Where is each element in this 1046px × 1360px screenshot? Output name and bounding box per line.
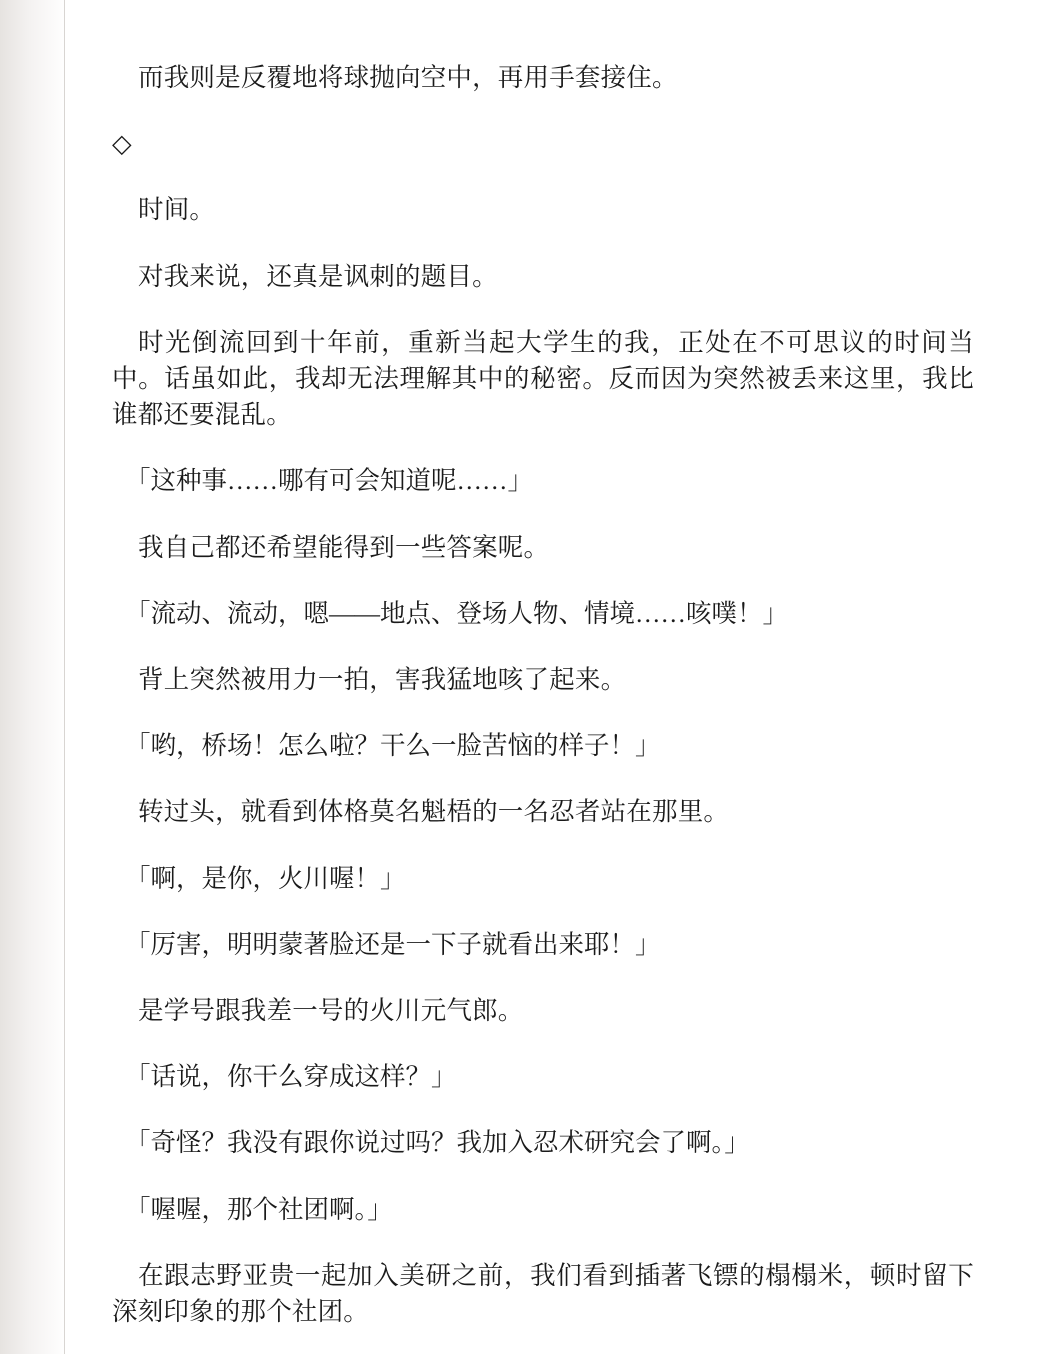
paragraph: 时间。 — [138, 195, 216, 225]
dialogue-line: 「这种事……哪有可会知道呢……」 — [125, 466, 534, 496]
dialogue-line: 「厉害，明明蒙著脸还是一下子就看出来耶！」 — [125, 929, 661, 959]
paragraph: 我自己都还希望能得到一些答案呢。 — [138, 532, 550, 562]
scene-divider: ◇ — [112, 129, 132, 159]
dialogue-line: 「话说，你干么穿成这样？」 — [125, 1062, 457, 1092]
dialogue-line: 「哟，桥场！怎么啦？干么一脸苦恼的样子！」 — [125, 731, 661, 761]
paragraph: 在跟志野亚贵一起加入美研之前，我们看到插著飞镖的榻榻米，顿时留下深刻印象的那个社团。 — [112, 1260, 974, 1327]
page-edge-rule — [64, 0, 65, 1354]
page-edge-shading — [0, 0, 66, 1354]
paragraph: 对我来说，还真是讽刺的题目。 — [138, 261, 498, 291]
paragraph: 转过头，就看到体格莫名魁梧的一名忍者站在那里。 — [138, 797, 730, 827]
paragraph: 是学号跟我差一号的火川元气郎。 — [138, 996, 524, 1026]
dialogue-line: 「流动、流动，嗯——地点、登场人物、情境……咳噗！」 — [125, 598, 789, 628]
paragraph: 背上突然被用力一拍，害我猛地咳了起来。 — [138, 665, 627, 695]
paragraph: 时光倒流回到十年前，重新当起大学生的我，正处在不可思议的时间当中。话虽如此，我却无法理解其中的秘密。反而因为突然被丢来这里，我比谁都还要混乱。 — [112, 327, 974, 430]
dialogue-line: 「喔喔，那个社团啊。」 — [125, 1194, 393, 1224]
dialogue-line: 「奇怪？我没有跟你说过吗？我加入忍术研究会了啊。」 — [125, 1128, 750, 1158]
page-text-body — [112, 60, 974, 1360]
dialogue-line: 「啊，是你，火川喔！」 — [125, 863, 406, 893]
paragraph: 而我则是反覆地将球抛向空中，再用手套接住。 — [138, 63, 678, 92]
